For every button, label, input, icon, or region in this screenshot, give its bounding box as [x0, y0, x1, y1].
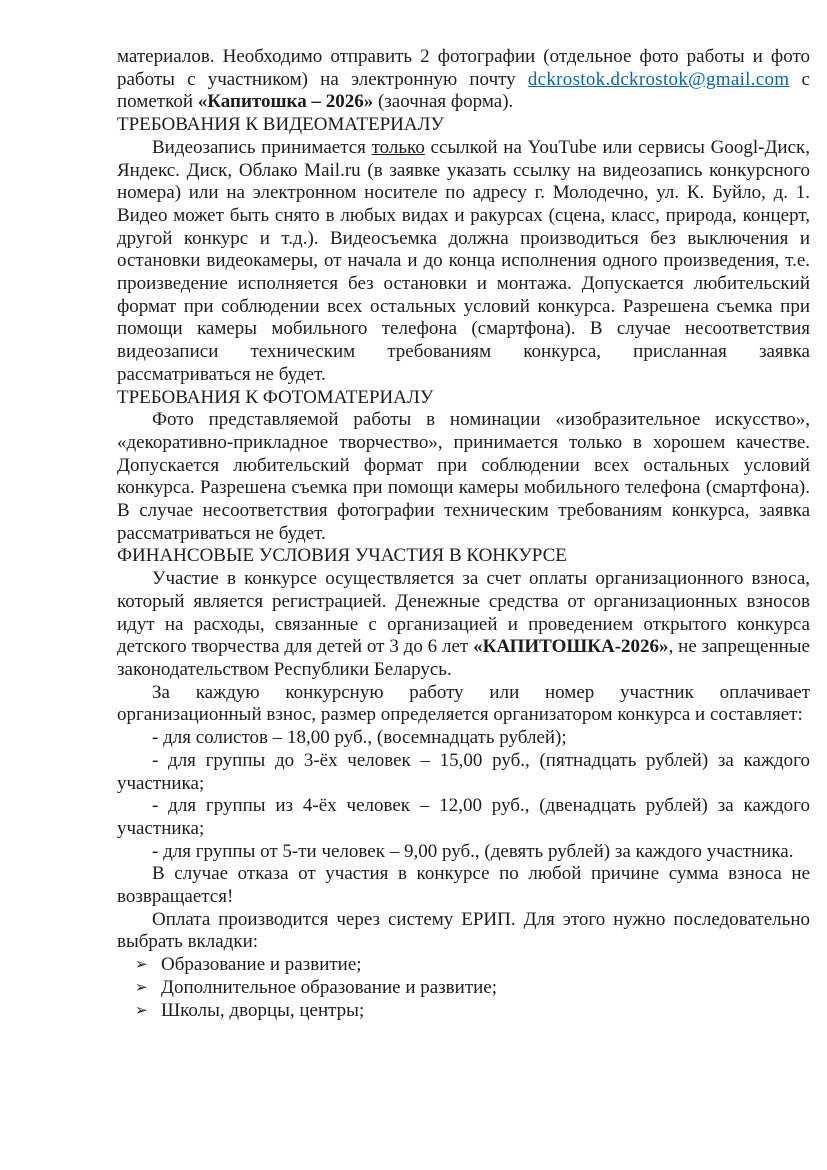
fee-item-group-up-to-3: - для группы до 3-ёх человек – 15,00 руб., (пятнадцать рублей) за каждого участника;	[117, 749, 810, 794]
section-heading-video: ТРЕБОВАНИЯ К ВИДЕОМАТЕРИАЛУ	[117, 114, 444, 136]
contest-name-bold: «Капитошка – 2026»	[197, 91, 374, 113]
finance-text-end: , не запрещенные законодательством Республики Беларусь.	[117, 636, 810, 680]
intro-text-start: материалов. Необходимо отправить 2 фотографии (отдельное фото работы и фото работы с участником) на электронную почту	[117, 46, 810, 90]
email-link[interactable]: dckrostok.dckrostok@gmail.com	[527, 68, 790, 90]
paragraph-photo-requirements: Фото представляемой работы в номинации «изобразительное искусство», «декоративно-прикладное творчество», принимается только в хорошем качестве. Допускается любительский формат при соблюдении всех остальных условий конкурса. Разрешена съемка при помощи камеры мобильного телефона (смартфона). В случае несоответствия фотографии техническим требованиям конкурса, заявка рассматриваться не будет.	[117, 409, 810, 544]
list-item-additional-education	[135, 977, 810, 1000]
paragraph-intro	[117, 46, 810, 114]
document-content	[117, 46, 810, 1022]
paragraph-fee-intro: За каждую конкурсную работу или номер участник оплачивает организационный взнос, размер определяется организатором конкурса и составляет:	[117, 681, 810, 726]
video-underlined-word: только	[371, 136, 425, 158]
paragraph-refund-policy: В случае отказа от участия в конкурсе по любой причине сумма взноса не возвращается!	[117, 863, 810, 908]
list-item-education	[135, 954, 810, 977]
intro-text-middle: с пометкой	[117, 68, 810, 113]
list-item-label: Образование и развитие;	[161, 954, 362, 976]
video-text-start: Видеозапись принимается	[152, 136, 372, 158]
fee-item-soloists: - для солистов – 18,00 руб., (восемнадцать рублей);	[152, 727, 567, 749]
section-heading-finance: ФИНАНСОВЫЕ УСЛОВИЯ УЧАСТИЯ В КОНКУРСЕ	[117, 545, 567, 567]
arrow-bullet-icon: ➢	[135, 957, 148, 974]
paragraph-video-requirements	[117, 137, 810, 387]
arrow-bullet-icon: ➢	[135, 979, 148, 996]
video-text-rest: ссылкой на YouTube или сервисы Googl-Диск, Яндекс. Диск, Облако Mail.ru (в заявке указать ссылку на видеозапись конкурсного номера) или на электронном носителе по адресу г. Молодечно, ул. К. Буйло, д. 1. Видео может быть снято в любых видах и ракурсах (сцена, класс, природа, концерт, другой конкурс и т.д.). Видеосъемка должна производиться без выключения и остановки видеокамеры, от начала и до конца исполнения одного произведения, т.е. произведение исполняется без остановки и монтажа. Допускается любительский формат при соблюдении всех остальных условий конкурса. Разрешена съемка при помощи камеры мобильного телефона (смартфона). В случае несоответствия видеозаписи техническим требованиям конкурса, присланная заявка рассматриваться не будет.	[117, 136, 810, 385]
arrow-bullet-icon: ➢	[135, 1002, 148, 1019]
fee-item-group-of-4: - для группы из 4-ёх человек – 12,00 руб., (двенадцать рублей) за каждого участника;	[117, 795, 810, 839]
intro-text-end: (заочная форма).	[373, 91, 514, 113]
finance-text-start: Участие в конкурсе осуществляется за счет оплаты организационного взноса, который является регистрацией. Денежные средства от организационных взносов идут на расходы, связанные с организацией и проведением открытого конкурса детского творчества для детей от 3 до 6 лет	[117, 568, 810, 658]
contest-name-caps-bold: «КАПИТОШКА-2026»	[473, 636, 669, 658]
list-item-label: Школы, дворцы, центры;	[161, 999, 365, 1021]
list-item-schools-palaces-centers	[135, 1000, 810, 1023]
fee-item-group-from-5: - для группы от 5-ти человек – 9,00 руб., (девять рублей) за каждого участника.	[152, 840, 794, 862]
paragraph-payment-erip: Оплата производится через систему ЕРИП. Для этого нужно последовательно выбрать вкладки:	[117, 908, 810, 953]
paragraph-finance-intro	[117, 568, 810, 682]
section-heading-photo: ТРЕБОВАНИЯ К ФОТОМАТЕРИАЛУ	[117, 386, 434, 408]
list-item-label: Дополнительное образование и развитие;	[161, 976, 498, 998]
erip-tabs-list	[117, 954, 810, 1022]
